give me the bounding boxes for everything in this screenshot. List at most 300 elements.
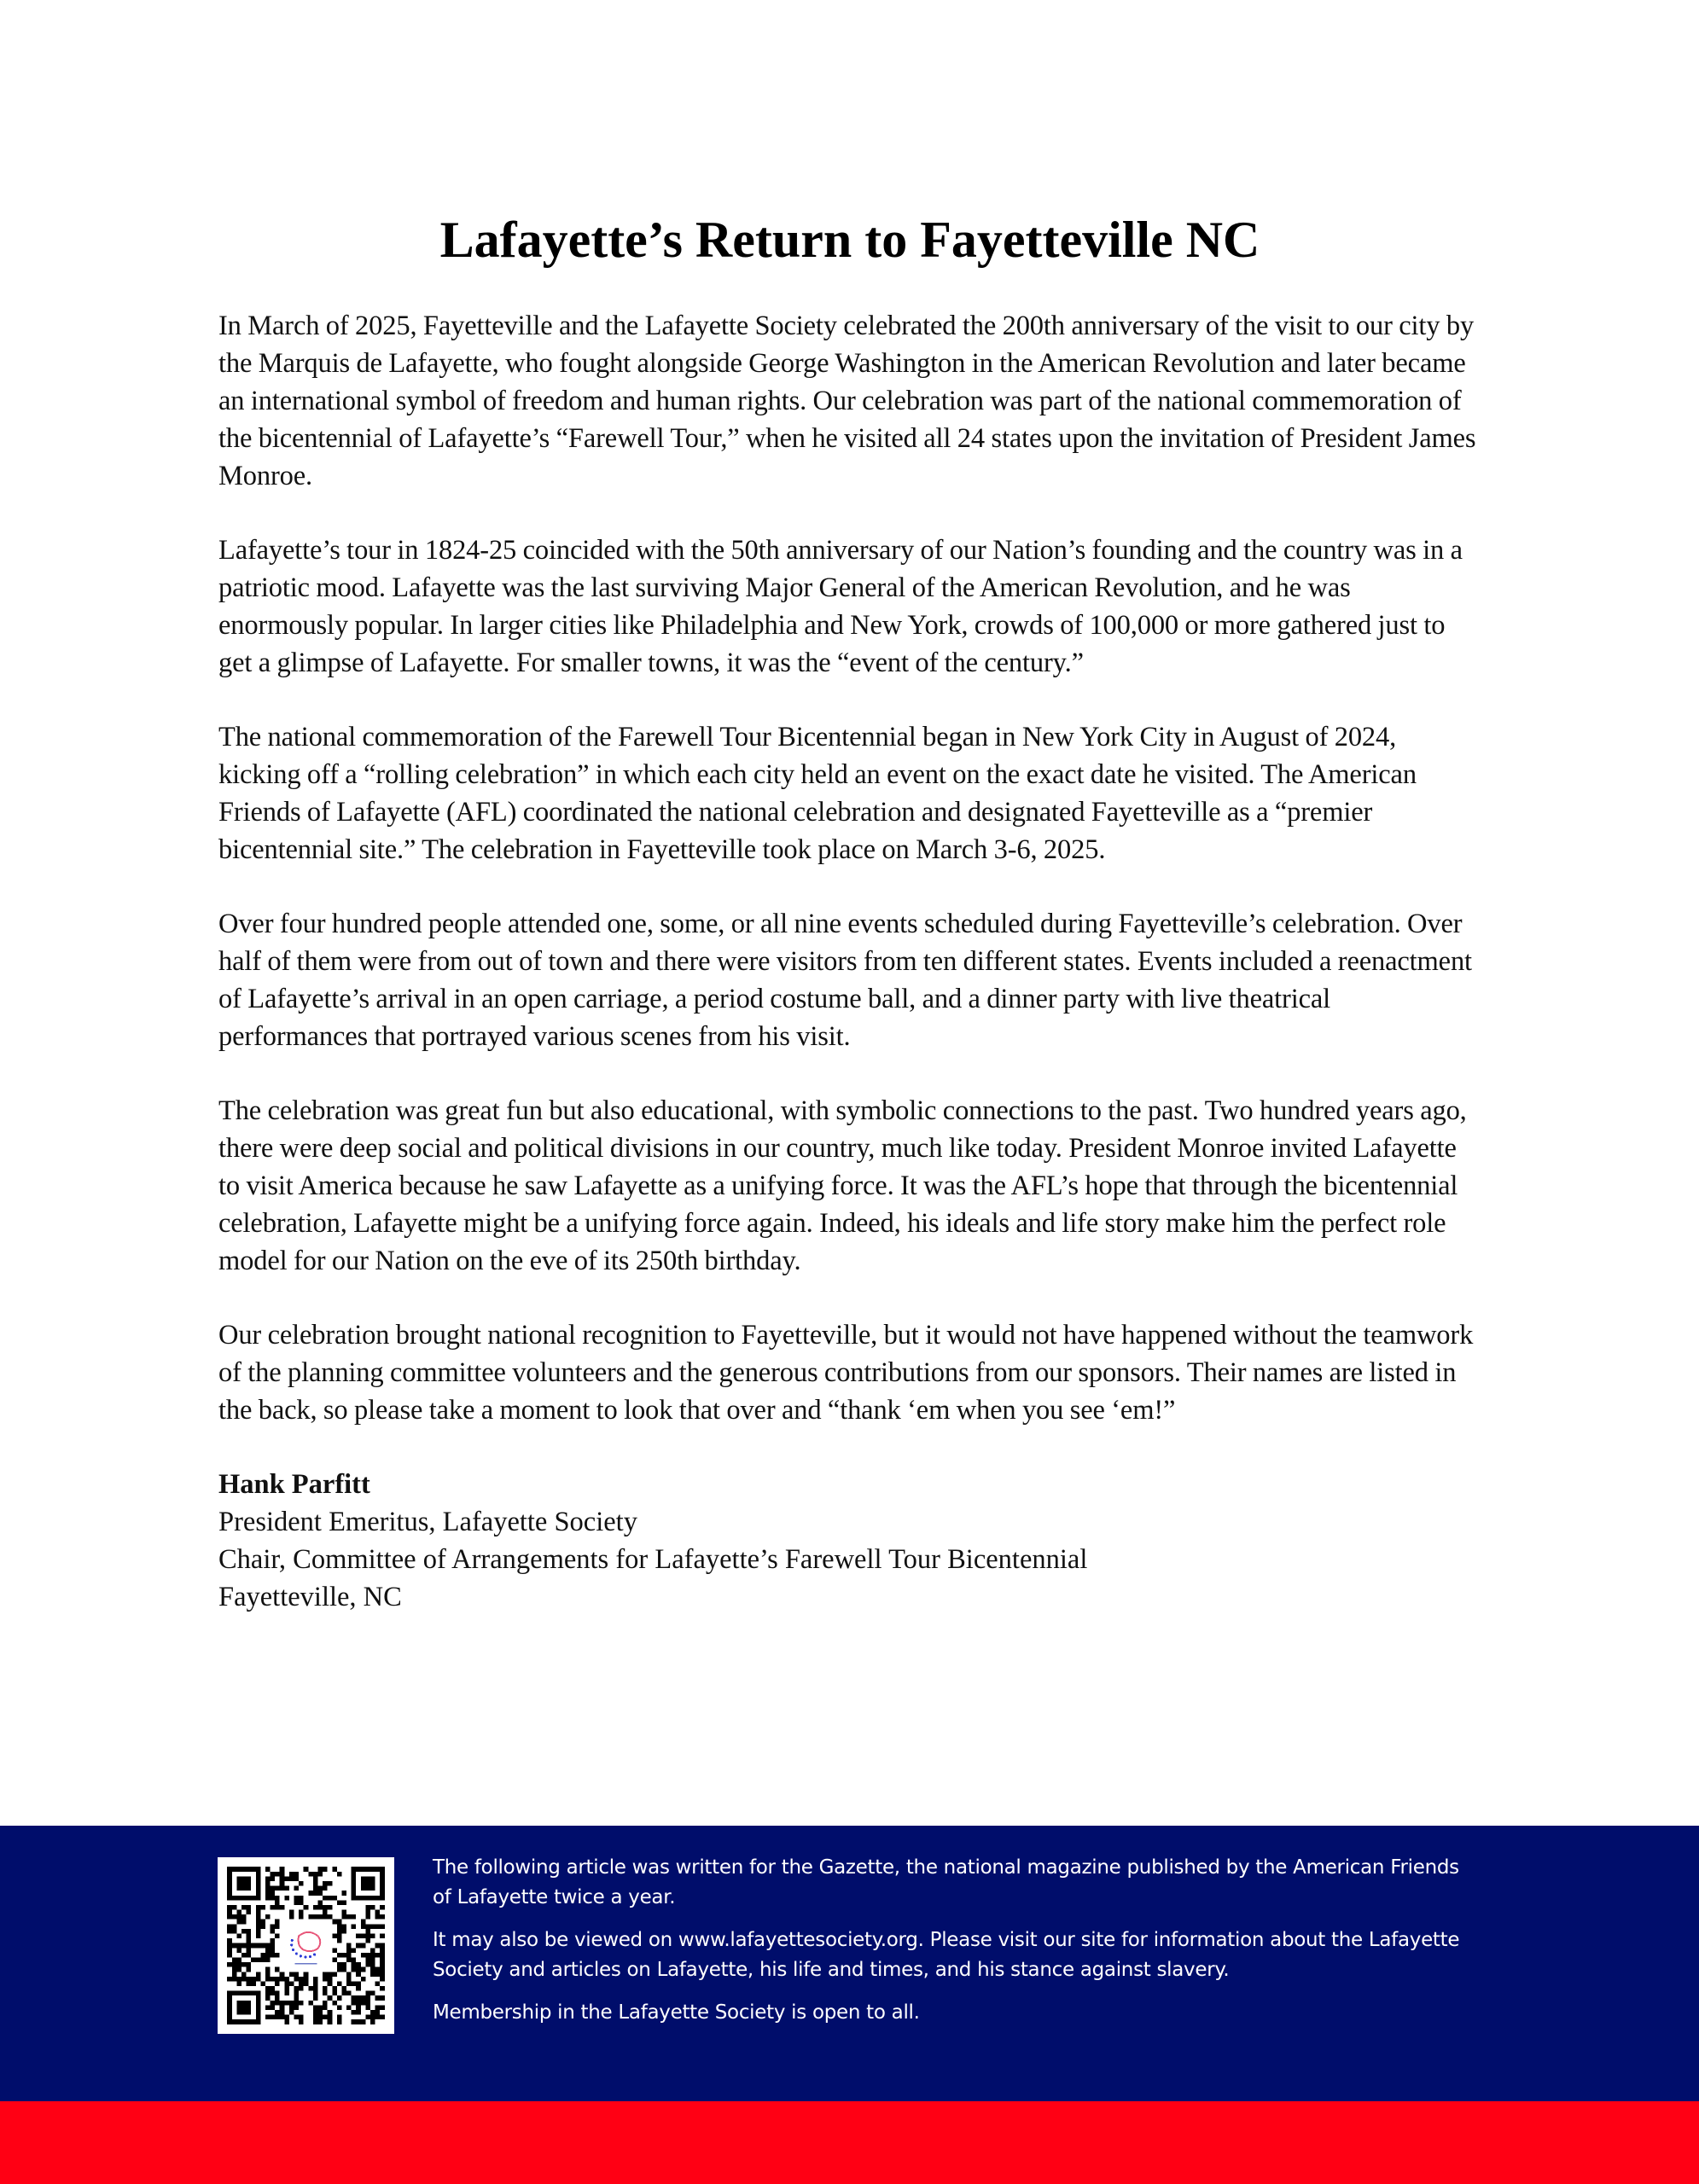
- qr-module: [370, 1972, 375, 1977]
- qr-module: [304, 1977, 309, 1982]
- qr-module: [317, 2010, 323, 2015]
- author-role: Chair, Committee of Arrangements for Lafayette’s Farewell Tour Bicentennial: [218, 1544, 1088, 1575]
- qr-module: [271, 1977, 276, 1982]
- qr-module: [370, 1991, 375, 1996]
- qr-module: [352, 1914, 357, 1920]
- qr-module: [365, 1995, 370, 2001]
- qr-module: [271, 1876, 276, 1881]
- author-location: Fayetteville, NC: [218, 1582, 402, 1612]
- qr-module: [337, 2019, 342, 2024]
- qr-module: [313, 2005, 318, 2010]
- qr-module: [299, 1900, 304, 1905]
- qr-module: [265, 1891, 271, 1896]
- qr-module: [236, 1962, 241, 1967]
- qr-module: [308, 1914, 313, 1920]
- qr-module: [380, 2005, 385, 2010]
- footer-membership-note: Membership in the Lafayette Society is open to all.: [433, 2001, 920, 2024]
- qr-module: [256, 1972, 261, 1977]
- qr-module: [265, 2015, 271, 2020]
- qr-module: [236, 1948, 241, 1953]
- qr-module: [337, 2005, 342, 2010]
- qr-module: [361, 2019, 366, 2024]
- qr-module: [346, 1943, 352, 1949]
- qr-module: [356, 1934, 361, 1939]
- qr-module: [370, 2015, 375, 2020]
- qr-module: [356, 1967, 361, 1972]
- qr-module: [275, 2015, 280, 2020]
- qr-module: [271, 1991, 276, 1996]
- qr-module: [337, 1938, 342, 1943]
- qr-module: [275, 1991, 280, 1996]
- qr-module: [247, 1977, 252, 1982]
- qr-module: [275, 1872, 280, 1877]
- qr-module: [313, 2010, 318, 2015]
- qr-module: [247, 1934, 252, 1939]
- qr-module: [352, 2010, 357, 2015]
- qr-module: [280, 2015, 285, 2020]
- qr-module: [232, 1962, 237, 1967]
- qr-module: [299, 1981, 304, 1986]
- qr-module: [236, 1967, 241, 1972]
- qr-module: [380, 1914, 385, 1920]
- qr-module: [251, 1977, 256, 1982]
- qr-module: [380, 1972, 385, 1977]
- qr-module: [317, 1900, 323, 1905]
- qr-module: [332, 1920, 337, 1925]
- article-paragraph: Over four hundred people attended one, some, or all nine events scheduled during Fayetteville’s celebration. Over half of them were from out of town and there were visitors from ten different states. Events included a reenactment of Lafayette’s arrival in an open carriage, a period costume ball, and a dinner party with live theatrical performances that portrayed various scenes from his visit.: [218, 909, 1472, 1052]
- qr-module: [365, 1934, 370, 1939]
- qr-module: [284, 1977, 289, 1982]
- qr-module: [232, 1967, 237, 1972]
- qr-module: [294, 1896, 300, 1901]
- qr-module: [313, 1981, 318, 1986]
- qr-module: [361, 1967, 366, 1972]
- qr-module: [247, 1967, 252, 1972]
- qr-module: [328, 1995, 333, 2001]
- qr-module: [341, 1929, 346, 1934]
- article-paragraph: In March of 2025, Fayetteville and the Lafayette Society celebrated the 200th anniversary of the visit to our city by the Marquis de Lafayette, who fought alongside George Washington in the American Revolution and later became an international symbol of freedom and human rights. Our celebration was part of the national commemoration of the bicentennial of Lafayette’s “Farewell Tour,” when he visited all 24 states upon the invitation of President James Monroe.: [218, 311, 1476, 491]
- qr-module: [271, 1938, 276, 1943]
- qr-module: [380, 1967, 385, 1972]
- qr-module: [317, 1891, 323, 1896]
- qr-module: [370, 1905, 375, 1910]
- qr-module: [294, 1886, 300, 1891]
- qr-module: [328, 1914, 333, 1920]
- qr-module: [251, 1981, 256, 1986]
- qr-module: [352, 1962, 357, 1967]
- qr-module: [356, 1943, 361, 1949]
- qr-module: [227, 1938, 232, 1943]
- qr-module: [247, 1929, 252, 1934]
- qr-module: [284, 1886, 289, 1891]
- qr-module: [352, 2001, 357, 2006]
- qr-module: [256, 1914, 261, 1920]
- qr-module: [313, 2015, 318, 2020]
- qr-module: [352, 2019, 357, 2024]
- qr-module: [271, 2005, 276, 2010]
- qr-module: [370, 2010, 375, 2015]
- qr-module: [341, 1891, 346, 1896]
- qr-module: [337, 1967, 342, 1972]
- qr-module: [341, 1962, 346, 1967]
- qr-module: [271, 1896, 276, 1901]
- author-title: President Emeritus, Lafayette Society: [218, 1507, 637, 1537]
- qr-module: [337, 1900, 342, 1905]
- qr-module: [352, 1924, 357, 1929]
- qr-module: [265, 1943, 271, 1949]
- qr-module: [365, 1957, 370, 1962]
- qr-module: [337, 1924, 342, 1929]
- qr-module: [332, 1948, 337, 1953]
- qr-module: [361, 1953, 366, 1958]
- qr-module: [352, 1957, 357, 1962]
- qr-module: [275, 1934, 280, 1939]
- qr-module: [289, 1981, 294, 1986]
- qr-module: [341, 1991, 346, 1996]
- qr-module: [356, 1986, 361, 1991]
- qr-module: [275, 1953, 280, 1958]
- qr-module: [328, 2019, 333, 2024]
- qr-module: [289, 1910, 294, 1915]
- qr-module: [241, 1914, 247, 1920]
- qr-module: [232, 1957, 237, 1962]
- qr-module: [232, 1929, 237, 1934]
- qr-module: [365, 1910, 370, 1915]
- qr-module: [271, 2015, 276, 2020]
- qr-module: [265, 1972, 271, 1977]
- qr-module: [308, 1872, 313, 1877]
- qr-module: [370, 1934, 375, 1939]
- qr-module: [280, 1977, 285, 1982]
- qr-module: [260, 1943, 265, 1949]
- qr-module: [247, 1962, 252, 1967]
- qr-module: [380, 1977, 385, 1982]
- qr-module: [236, 1943, 241, 1949]
- qr-module: [280, 1886, 285, 1891]
- qr-module: [265, 1867, 271, 1872]
- qr-module: [323, 1867, 328, 1872]
- qr-module: [294, 1972, 300, 1977]
- qr-module: [328, 2015, 333, 2020]
- qr-module: [352, 1948, 357, 1953]
- qr-module: [232, 1905, 237, 1910]
- qr-module: [317, 1914, 323, 1920]
- qr-module: [375, 1995, 381, 2001]
- qr-module: [289, 1972, 294, 1977]
- qr-module: [247, 1938, 252, 1943]
- qr-module: [365, 2001, 370, 2006]
- qr-module: [275, 1981, 280, 1986]
- qr-module: [232, 1972, 237, 1977]
- qr-module: [271, 1953, 276, 1958]
- qr-module: [313, 1977, 318, 1982]
- qr-module: [294, 1876, 300, 1881]
- qr-module: [275, 1995, 280, 2001]
- qr-module: [317, 2005, 323, 2010]
- qr-module: [313, 1876, 318, 1881]
- qr-module: [328, 1905, 333, 1910]
- qr-module: [247, 1905, 252, 1910]
- qr-module: [375, 1981, 381, 1986]
- qr-module: [323, 2015, 328, 2020]
- qr-module: [375, 1910, 381, 1915]
- qr-module: [275, 1886, 280, 1891]
- qr-module: [294, 1977, 300, 1982]
- qr-module: [356, 2010, 361, 2015]
- qr-module: [323, 2005, 328, 2010]
- qr-module: [337, 1929, 342, 1934]
- qr-module: [313, 1914, 318, 1920]
- qr-module: [284, 2001, 289, 2006]
- qr-module: [227, 1914, 232, 1920]
- qr-module: [256, 1934, 261, 1939]
- qr-module: [365, 1938, 370, 1943]
- qr-module: [341, 1910, 346, 1915]
- qr-module: [227, 1943, 232, 1949]
- qr-code-icon[interactable]: [218, 1857, 394, 2034]
- qr-module: [323, 1881, 328, 1886]
- qr-module: [265, 2005, 271, 2010]
- qr-module: [328, 1896, 333, 1901]
- qr-module: [361, 1920, 366, 1925]
- article-paragraph: The national commemoration of the Farewell Tour Bicentennial began in New York City in August of 2024, kicking off a “rolling celebration” in which each city held an event on the exact date he visited. The American Friends of Lafayette (AFL) coordinated the national celebration and designated Fayetteville as a “premier bicentennial site.” The celebration in Fayetteville took place on March 3-6, 2025.: [218, 722, 1417, 865]
- qr-module: [299, 1881, 304, 1886]
- qr-module: [275, 1924, 280, 1929]
- qr-module: [265, 1953, 271, 1958]
- qr-module: [370, 1924, 375, 1929]
- qr-module: [256, 1943, 261, 1949]
- qr-module: [332, 1972, 337, 1977]
- qr-module: [241, 1943, 247, 1949]
- qr-module: [346, 1957, 352, 1962]
- qr-module: [260, 1957, 265, 1962]
- qr-module: [284, 1981, 289, 1986]
- qr-module: [275, 1900, 280, 1905]
- qr-module: [256, 1920, 261, 1925]
- qr-module: [361, 1924, 366, 1929]
- qr-module: [361, 1995, 366, 2001]
- qr-module: [280, 2010, 285, 2015]
- qr-module: [241, 1929, 247, 1934]
- qr-module: [271, 1948, 276, 1953]
- qr-module: [265, 1986, 271, 1991]
- qr-module: [356, 2019, 361, 2024]
- qr-module: [275, 1896, 280, 1901]
- qr-module: [232, 1924, 237, 1929]
- qr-module: [247, 1948, 252, 1953]
- qr-module: [337, 1920, 342, 1925]
- qr-module: [294, 2015, 300, 2020]
- qr-module: [271, 1986, 276, 1991]
- qr-module: [356, 1995, 361, 2001]
- qr-module: [289, 1876, 294, 1881]
- qr-module: [328, 2010, 333, 2015]
- qr-module: [380, 1953, 385, 1958]
- qr-module: [317, 1905, 323, 1910]
- qr-module: [271, 1905, 276, 1910]
- qr-module: [294, 1900, 300, 1905]
- qr-module: [337, 1953, 342, 1958]
- qr-module: [352, 1995, 357, 2001]
- qr-module: [380, 1957, 385, 1962]
- qr-module: [251, 1957, 256, 1962]
- qr-module: [280, 2001, 285, 2006]
- qr-module: [308, 1891, 313, 1896]
- qr-module: [289, 2005, 294, 2010]
- qr-module: [299, 1896, 304, 1901]
- qr-module: [227, 1910, 232, 1915]
- qr-module: [332, 1991, 337, 1996]
- qr-module: [313, 1891, 318, 1896]
- qr-module: [332, 1957, 337, 1962]
- qr-module: [375, 1924, 381, 1929]
- author-name: Hank Parfitt: [218, 1469, 370, 1500]
- qr-module: [380, 1948, 385, 1953]
- qr-module: [365, 2005, 370, 2010]
- qr-code-graphic: [218, 1857, 394, 2034]
- qr-module: [271, 1929, 276, 1934]
- qr-module: [365, 1962, 370, 1967]
- qr-module: [236, 1914, 241, 1920]
- qr-module: [337, 1962, 342, 1967]
- qr-module: [227, 1905, 232, 1910]
- article: [218, 203, 1481, 1616]
- qr-module: [370, 1967, 375, 1972]
- qr-module: [299, 1977, 304, 1982]
- qr-module: [365, 1924, 370, 1929]
- qr-module: [332, 1896, 337, 1901]
- qr-module: [299, 2015, 304, 2020]
- qr-module: [313, 2019, 318, 2024]
- qr-module: [304, 1972, 309, 1977]
- qr-module: [332, 1986, 337, 1991]
- qr-module: [361, 1934, 366, 1939]
- qr-module: [361, 1943, 366, 1949]
- qr-module: [341, 1967, 346, 1972]
- qr-module: [299, 2019, 304, 2024]
- qr-module: [375, 2015, 381, 2020]
- qr-module: [280, 1876, 285, 1881]
- qr-module: [375, 2010, 381, 2015]
- qr-module: [375, 1953, 381, 1958]
- qr-module: [256, 1924, 261, 1929]
- qr-module: [332, 2001, 337, 2006]
- qr-module: [241, 1920, 247, 1925]
- qr-module: [260, 1905, 265, 1910]
- qr-module: [260, 1924, 265, 1929]
- qr-module: [375, 1914, 381, 1920]
- qr-module: [236, 1977, 241, 1982]
- qr-module: [236, 1920, 241, 1925]
- lafayette-society-logo: [280, 1920, 333, 1972]
- qr-module: [341, 1914, 346, 1920]
- qr-module: [380, 1924, 385, 1929]
- qr-module: [346, 1948, 352, 1953]
- qr-module: [251, 1943, 256, 1949]
- qr-module: [227, 1948, 232, 1953]
- qr-module: [265, 1995, 271, 2001]
- qr-module: [236, 1981, 241, 1986]
- article-paragraph: Our celebration brought national recognition to Fayetteville, but it would not have happened without the teamwork of the planning committee volunteers and the generous contributions from our sponsors. Their names are listed in the back, so please take a moment to look that over and “thank ‘em when you see ‘em!”: [218, 1320, 1474, 1426]
- qr-module: [323, 1905, 328, 1910]
- qr-module: [280, 1905, 285, 1910]
- qr-module: [289, 1872, 294, 1877]
- qr-module: [265, 1886, 271, 1891]
- qr-module: [260, 1953, 265, 1958]
- qr-module: [323, 1896, 328, 1901]
- qr-module: [380, 1934, 385, 1939]
- qr-module: [365, 1991, 370, 1996]
- qr-module: [280, 2005, 285, 2010]
- qr-module: [227, 1924, 232, 1929]
- qr-module: [323, 1972, 328, 1977]
- qr-module: [313, 1995, 318, 2001]
- qr-module: [317, 1872, 323, 1877]
- qr-module: [323, 1991, 328, 1996]
- qr-module: [323, 1914, 328, 1920]
- qr-module: [289, 1914, 294, 1920]
- qr-module: [260, 1981, 265, 1986]
- qr-module: [227, 1977, 232, 1982]
- qr-module: [328, 1977, 333, 1982]
- qr-module: [346, 2005, 352, 2010]
- qr-module: [352, 1981, 357, 1986]
- qr-module: [284, 1986, 289, 1991]
- qr-module: [275, 1905, 280, 1910]
- qr-module: [323, 2001, 328, 2006]
- qr-module: [275, 1977, 280, 1982]
- qr-module: [294, 2001, 300, 2006]
- qr-module: [265, 1967, 271, 1972]
- qr-module: [341, 1986, 346, 1991]
- article-title: Lafayette’s Return to Fayetteville NC: [439, 212, 1260, 268]
- qr-module: [337, 1981, 342, 1986]
- qr-module: [308, 2001, 313, 2006]
- qr-module: [227, 1962, 232, 1967]
- qr-module: [346, 1981, 352, 1986]
- qr-module: [356, 2001, 361, 2006]
- qr-module: [304, 1867, 309, 1872]
- qr-module: [375, 1943, 381, 1949]
- qr-module: [346, 1914, 352, 1920]
- qr-module: [227, 1953, 232, 1958]
- qr-module: [256, 1910, 261, 1915]
- qr-module: [375, 2005, 381, 2010]
- qr-module: [313, 1872, 318, 1877]
- qr-module: [271, 1891, 276, 1896]
- qr-module: [227, 1929, 232, 1934]
- qr-module: [380, 2015, 385, 2020]
- qr-module: [271, 1943, 276, 1949]
- qr-module: [370, 1953, 375, 1958]
- qr-module: [271, 1924, 276, 1929]
- qr-module: [280, 1972, 285, 1977]
- footer-website-note: It may also be viewed on www.lafayettesociety.org. Please visit our site for information about the Lafayette Society and articles on Lafayette, his life and times, and his stance against slavery.: [433, 1929, 1460, 1981]
- qr-module: [275, 2010, 280, 2015]
- qr-module: [265, 1977, 271, 1982]
- qr-module: [260, 1920, 265, 1925]
- qr-module: [317, 2015, 323, 2020]
- qr-module: [265, 1948, 271, 1953]
- qr-module: [294, 1872, 300, 1877]
- qr-module: [365, 1953, 370, 1958]
- qr-module: [304, 1905, 309, 1910]
- qr-module: [247, 1943, 252, 1949]
- qr-module: [337, 2015, 342, 2020]
- qr-module: [241, 1953, 247, 1958]
- qr-module: [341, 1900, 346, 1905]
- qr-module: [247, 1910, 252, 1915]
